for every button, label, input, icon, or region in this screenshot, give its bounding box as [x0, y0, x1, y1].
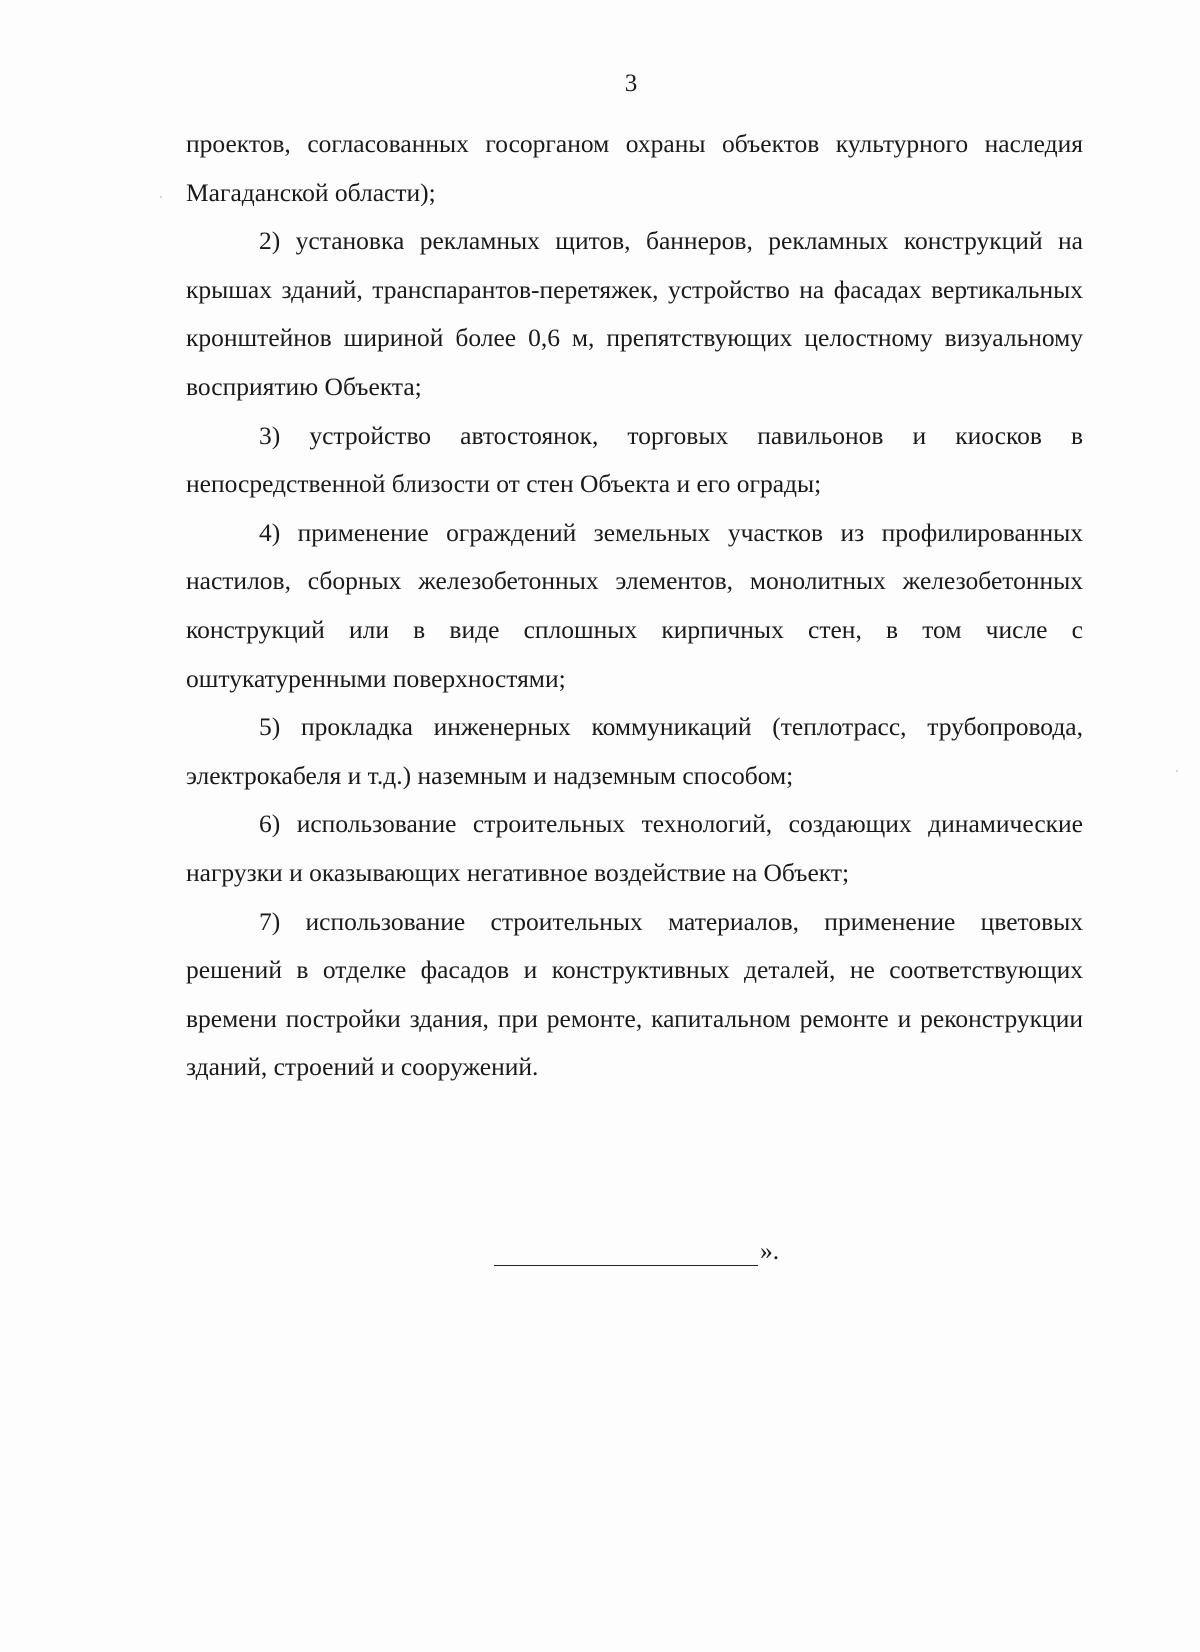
paragraph-item-4: 4) применение ограждений земельных участков из профилированных настилов, сборных железобетонных элементов, монолитных железобетонных конструкций или в виде сплошных кирпичных стен, в том числе с оштукатуренными поверхностями;: [186, 517, 1083, 693]
paragraph-item-5: 5) прокладка инженерных коммуникаций (теплотрасс, трубопровода, электрокабеля и т.д.) наземным и надземным способом;: [186, 712, 1083, 790]
paragraph-continuation: проектов, согласованных госорганом охраны объектов культурного наследия Магаданской области);: [186, 129, 1083, 207]
scan-speck: [160, 196, 162, 198]
paragraph-item-2: 2) установка рекламных щитов, баннеров, рекламных конструкций на крышах зданий, транспарантов-перетяжек, устройство на фасадах вертикальных кронштейнов шириной более 0,6 м, препятствующих целостному визуальному восприятию Объекта;: [186, 226, 1083, 401]
page-number: 3: [624, 70, 638, 97]
paragraph-item-3: 3) устройство автостоянок, торговых павильонов и киосков в непосредственной близости от стен Объекта и его ограды;: [186, 420, 1083, 499]
closing-line-group: [494, 1236, 779, 1266]
paragraph-item-6: 6) использование строительных технологий, создающих динамические нагрузки и оказывающих негативное воздействие на Объект;: [186, 809, 1083, 887]
closing-quote-mark: ».: [760, 1236, 780, 1265]
scan-speck: [1176, 770, 1178, 772]
document-body: [186, 120, 1083, 1092]
closing-underline: [494, 1241, 758, 1266]
paragraph-item-7: 7) использование строительных материалов, применение цветовых решений в отделке фасадов и конструктивных деталей, не соответствующих времени постройки здания, при ремонте, капитальном ремонте и реконструкции зданий, строений и сооружений.: [186, 906, 1083, 1082]
